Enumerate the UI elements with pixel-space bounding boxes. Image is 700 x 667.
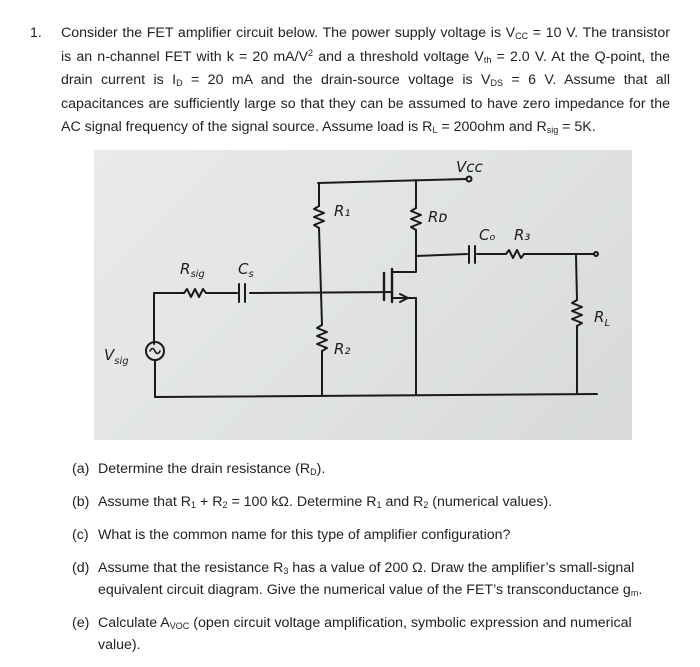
- r1-r2-wire: [319, 228, 322, 325]
- rd-resistor: [411, 208, 421, 230]
- part-c-label: (c): [72, 527, 89, 543]
- vsig-wave: [150, 349, 160, 354]
- cs-capacitor: [239, 284, 245, 302]
- r1-resistor: [314, 206, 324, 228]
- vcc-label: Vcc: [456, 158, 483, 176]
- circuit-diagram: [94, 150, 632, 440]
- part-e-label: (e): [72, 615, 90, 631]
- r3-resistor: [506, 250, 524, 258]
- co-wire: [416, 254, 467, 256]
- problem-number: 1.: [30, 25, 42, 41]
- fet-drain-lead: [392, 264, 416, 272]
- problem-statement: [30, 22, 670, 140]
- part-a-label: (a): [72, 461, 90, 477]
- vcc-terminal: [467, 177, 472, 182]
- part-b: (b) Assume that $R_1 + R_2 = 100$ kΩ. Determine $R_1$ and $R_2$ (numerical values).: [72, 491, 672, 513]
- vsig-label: $V_{sig}$: [104, 346, 129, 367]
- fet-source-lead: [392, 298, 416, 395]
- question-parts: [72, 458, 672, 667]
- r2-resistor: [317, 325, 327, 351]
- rsig-resistor: [184, 289, 206, 297]
- r1-label: R₁: [334, 202, 351, 220]
- part-d: (d) Assume that the resistance $R_3$ has a value of 200 Ω. Draw the amplifier’s small-signal equivalent circuit diagram. Give the numerical value of the FET’s transconductance $g_m$.: [72, 557, 672, 601]
- problem-text: Consider the FET amplifier circuit below. The power supply voltage is $V_{CC} = 10$ V. The transistor is an n-channel FET with k = 20 $mA/V^2$ and a threshold voltage $V_{th} = 2.0$ V. At the Q-point, the drain current is $I_D = 20$ mA and the drain-source voltage is $V_{DS} = 6$ V. Assume that all capacitances are sufficiently large so that they can be assumed to have zero impedance for the AC signal frequency of the signal source. Assume load is $R_L = 200ohm$ and $R_{sig} = 5K$.: [61, 25, 670, 135]
- part-c: (c) What is the common name for this type of amplifier configuration?: [72, 524, 672, 546]
- part-b-label: (b): [72, 494, 90, 510]
- rl-label: $R_L$: [594, 308, 611, 329]
- output-terminal: [594, 252, 598, 256]
- ground-rail: [155, 394, 597, 397]
- rsig-label: $R_{sig}$: [180, 260, 205, 280]
- r2-label: R₂: [334, 340, 351, 358]
- vcc-rail: [318, 179, 467, 183]
- rl-resistor: [572, 300, 582, 326]
- r3-label: R₃: [514, 226, 531, 244]
- part-d-label: (d): [72, 560, 90, 576]
- gate-wire: [250, 292, 392, 293]
- rd-label: Rᴅ: [428, 208, 448, 226]
- circuit-photo: [94, 150, 632, 440]
- cs-label: $C_s$: [238, 260, 254, 280]
- co-label: Cₒ: [479, 226, 496, 244]
- rl-wire-top: [576, 255, 577, 300]
- co-capacitor: [469, 246, 475, 263]
- part-a: (a) Determine the drain resistance $(R_D)$.: [72, 458, 672, 480]
- part-e: (e) Calculate $A_{VOC}$ (open circuit voltage amplification, symbolic expression and numerical value).: [72, 612, 672, 656]
